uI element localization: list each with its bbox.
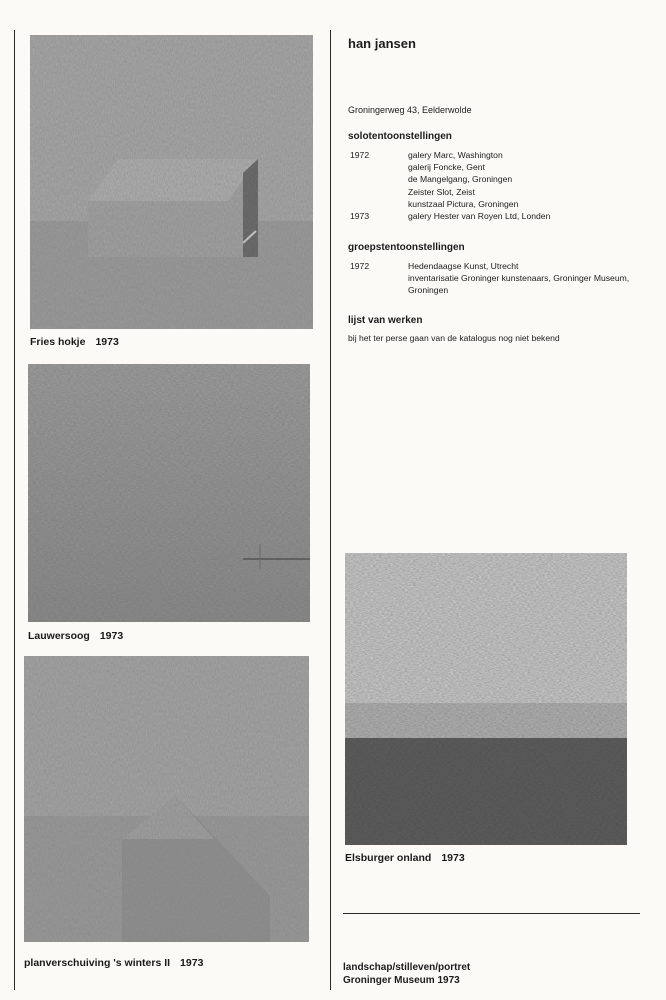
list-item [350,260,629,272]
list-year [350,272,408,284]
list-item [350,210,550,222]
list-entry: galery Marc, Washington [408,150,503,160]
list-entry: Groningen [408,285,449,296]
list-item [350,149,550,161]
list-entry: Zeister Slot, Zeist [408,186,475,197]
work-title: Lauwersoog [28,630,90,642]
list-year: 1972 [350,261,370,271]
list-item [350,284,629,296]
list-entry: inventarisatie Groninger kunstenaars, Groninger Museum, [408,273,630,284]
list-entry: galery Hester van Royen Ltd, Londen [408,211,551,222]
list-year [350,198,408,210]
work-title: planverschuiving 's winters II [24,957,171,969]
list-entry: galerij Foncke, Gent [408,162,485,173]
work-year: 1973 [99,630,124,642]
list-entry: kunstzaal Pictura, Groningen [408,198,519,209]
list-year [350,284,408,296]
footer-divider [343,913,640,914]
work-title: Elsburger onland [345,852,432,864]
column-divider [330,30,331,990]
footer-series: landschap/stilleven/portret [343,962,471,973]
list-entry: Hedendaagse Kunst, Utrecht [408,261,519,271]
work-title: Fries hokje [30,336,86,348]
list-item [350,272,629,284]
list-item [350,173,550,185]
artwork-fries-hokje [30,35,313,329]
group-exhibitions-list [350,260,629,297]
list-item [350,186,550,198]
list-item [350,198,550,210]
works-list-note: bij het ter perse gaan van de katalogus nog niet bekend [348,333,560,343]
caption-planverschuiving [24,957,203,969]
artist-name: han jansen [348,36,416,51]
solo-exhibitions-list [350,149,550,222]
list-year: 1973 [350,211,370,222]
group-exhibitions-heading: groepstentoonstellingen [348,242,465,253]
work-year: 1973 [441,852,465,864]
works-list-heading: lijst van werken [348,315,423,326]
artist-address: Groningerweg 43, Eelderwolde [348,105,472,115]
left-margin-rule [14,30,15,990]
artwork-lauwersoog [28,364,310,622]
list-item [350,161,550,173]
list-entry: de Mangelgang, Groningen [408,174,513,185]
solo-exhibitions-heading: solotentoonstellingen [348,131,452,142]
artwork-elsburger-onland [345,553,627,845]
caption-fries-hokje [30,336,119,348]
catalogue-footer [343,961,470,987]
artwork-planverschuiving [24,656,309,942]
list-year [350,161,408,173]
list-year [350,186,408,198]
caption-elsburger-onland [345,852,465,864]
list-year [350,173,408,185]
work-year: 1973 [180,957,204,969]
caption-lauwersoog [28,630,123,642]
work-year: 1973 [95,336,119,348]
footer-publisher: Groninger Museum 1973 [343,975,460,986]
list-year: 1972 [350,150,370,160]
